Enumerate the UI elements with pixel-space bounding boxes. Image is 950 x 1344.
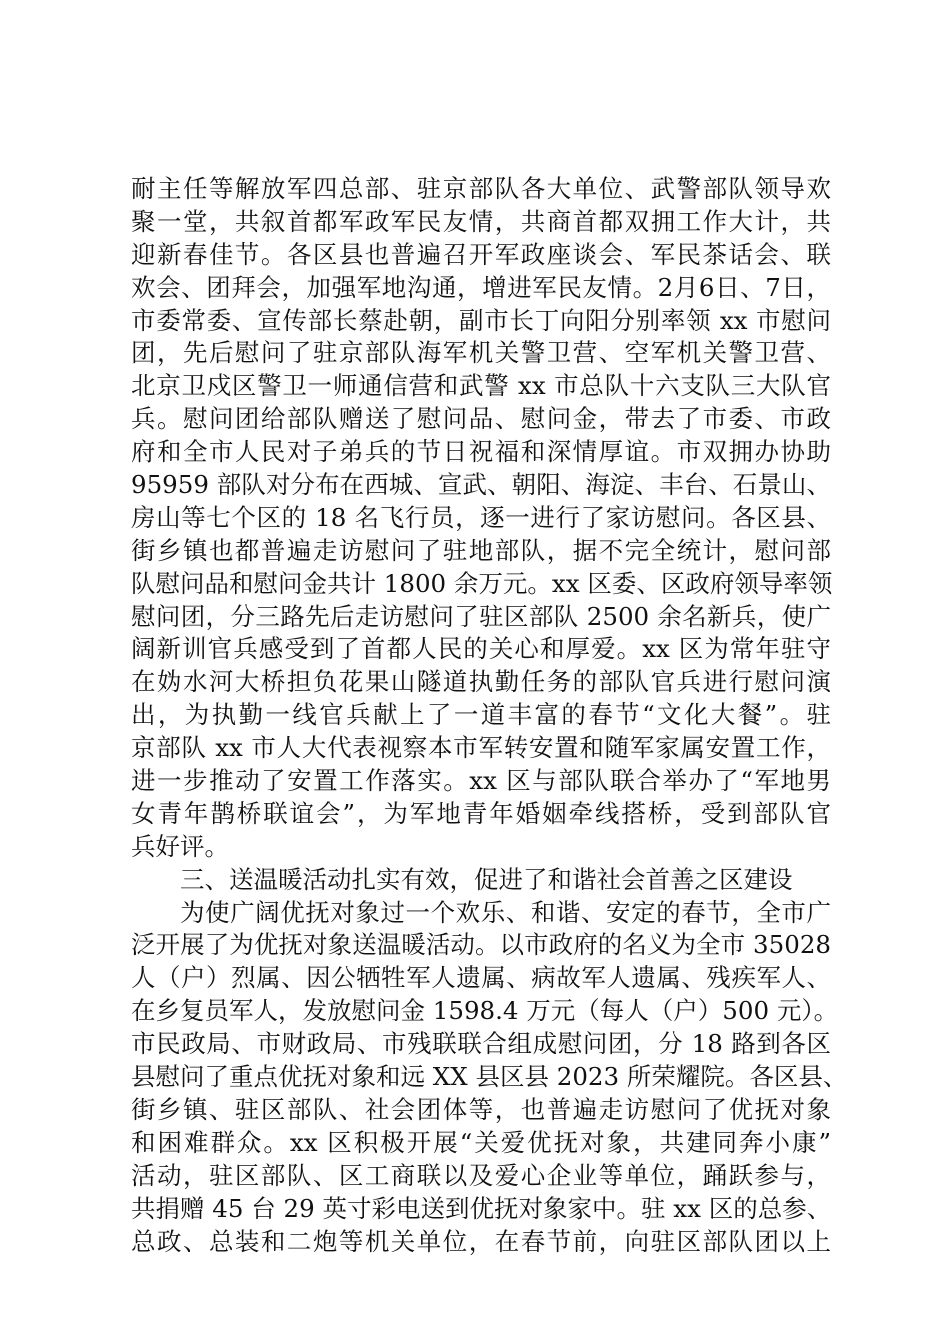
text-line: 欢会、团拜会，加强军地沟通，增进军民友情。2月6日、7日， xyxy=(131,272,831,302)
text-line: 慰问团，分三路先后走访慰问了驻区部队 2500 余名新兵，使广 xyxy=(131,601,831,631)
text-line: 总政、总装和二炮等机关单位，在春节前，向驻区部队团以上 xyxy=(131,1226,831,1256)
text-line: 府和全市人民对子弟兵的节日祝福和深情厚谊。市双拥办协助 xyxy=(131,437,831,467)
text-line: 阔新训官兵感受到了首都人民的关心和厚爱。xx 区为常年驻守 xyxy=(131,634,831,664)
text-line: 迎新春佳节。各区县也普遍召开军政座谈会、军民茶话会、联 xyxy=(131,239,831,269)
text-line: 京部队 xx 市人大代表视察本市军转安置和随军家属安置工作， xyxy=(131,733,831,763)
text-line: 房山等七个区的 18 名飞行员，逐一进行了家访慰问。各区县、 xyxy=(131,502,831,532)
text-line: 耐主任等解放军四总部、驻京部队各大单位、武警部队领导欢 xyxy=(131,174,831,203)
text-line: 兵。慰问团给部队赠送了慰问品、慰问金，带去了市委、市政 xyxy=(131,404,831,434)
paragraph-1 xyxy=(131,173,831,864)
text-line: 在妫水河大桥担负花果山隧道执勤任务的部队官兵进行慰问演 xyxy=(131,667,831,697)
section-heading: 三、送温暖活动扎实有效，促进了和谐社会首善之区建设 xyxy=(180,864,793,894)
text-line: 人（户）烈属、因公牺牲军人遗属、病故军人遗属、残疾军人、 xyxy=(131,963,831,993)
text-line: 女青年鹊桥联谊会”，为军地青年婚姻牵线搭桥，受到部队官 xyxy=(131,798,831,828)
text-line: 队慰问品和慰问金共计 1800 余万元。xx 区委、区政府领导率领 xyxy=(131,568,833,598)
text-line: 活动，驻区部队、区工商联以及爱心企业等单位，踊跃参与， xyxy=(131,1160,831,1190)
text-line: 进一步推动了安置工作落实。xx 区与部队联合举办了“军地男 xyxy=(131,766,831,796)
text-line: 市民政局、市财政局、市残联联合组成慰问团，分 18 路到各区 xyxy=(131,1029,831,1059)
text-line: 和困难群众。xx 区积极开展“关爱优抚对象，共建同奔小康” xyxy=(131,1127,831,1157)
paragraph-2 xyxy=(131,897,848,1259)
text-line: 95959 部队对分布在西城、宣武、朝阳、海淀、丰台、石景山、 xyxy=(131,470,831,500)
text-line: 团，先后慰问了驻京部队海军机关警卫营、空军机关警卫营、 xyxy=(131,338,831,368)
text-line: 街乡镇、驻区部队、社会团体等，也普遍走访慰问了优抚对象 xyxy=(131,1094,831,1124)
text-line: 共捐赠 45 台 29 英寸彩电送到优抚对象家中。驻 xx 区的总参、 xyxy=(131,1193,832,1223)
text-line: 出，为执勤一线官兵献上了一道丰富的春节“文化大餐”。驻 xyxy=(131,700,831,730)
body-text xyxy=(131,173,848,1258)
text-line: 为使广阔优抚对象过一个欢乐、和谐、安定的春节，全市广 xyxy=(180,897,831,927)
text-line: 街乡镇也都普遍走访慰问了驻地部队，据不完全统计，慰问部 xyxy=(131,535,831,565)
text-line: 泛开展了为优抚对象送温暖活动。以市政府的名义为全市 35028 xyxy=(131,930,831,960)
text-line: 在乡复员军人，发放慰问金 1598.4 万元（每人（户）500 元）。 xyxy=(131,996,839,1026)
text-line: 市委常委、宣传部长蔡赴朝，副市长丁向阳分别率领 xx 市慰问 xyxy=(131,305,831,335)
text-line: 聚一堂，共叙首都军政军民友情，共商首都双拥工作大计，共 xyxy=(131,206,831,236)
text-line: 兵好评。 xyxy=(131,831,229,861)
text-line: 北京卫戍区警卫一师通信营和武警 xx 市总队十六支队三大队官 xyxy=(131,371,831,401)
text-line: 县慰问了重点优抚对象和远 XX 县区县 2023 所荣耀院。各区县、 xyxy=(131,1062,848,1092)
